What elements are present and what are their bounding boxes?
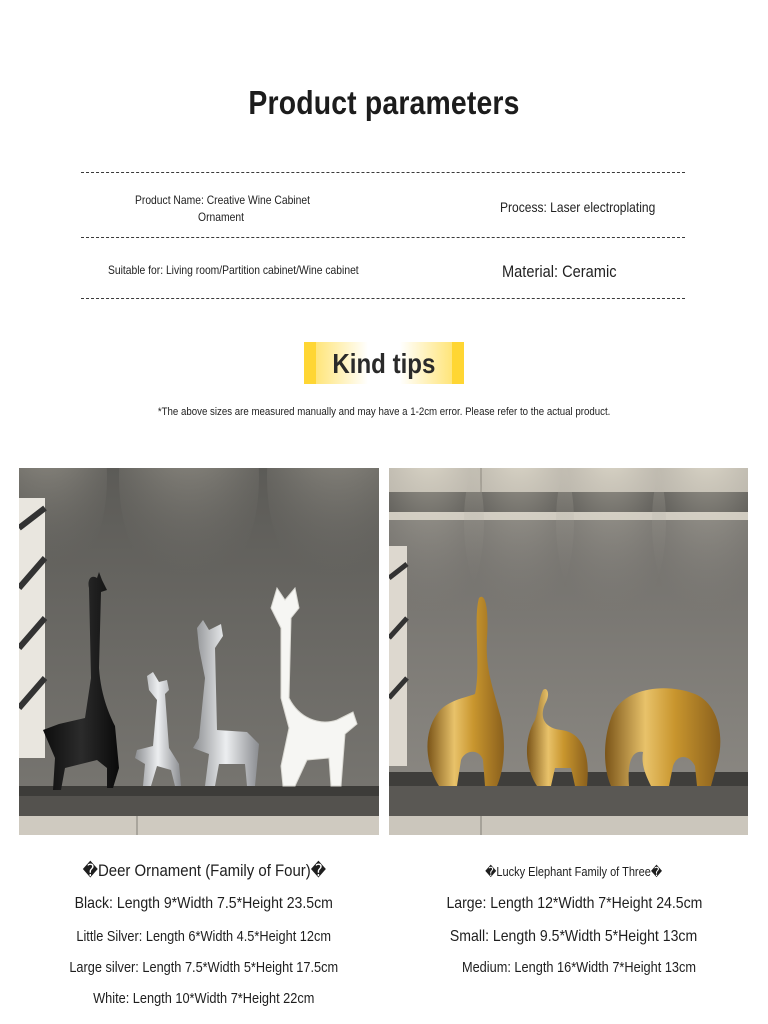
elephant-title (389, 864, 759, 879)
elephant-family-photo (389, 468, 748, 835)
deer-spec-large-silver-text: Large silver: Length 7.5*Width 5*Height 17.5cm (69, 960, 339, 976)
kind-tips (0, 342, 768, 384)
divider (81, 237, 685, 238)
elephant-title-text: �Lucky Elephant Family of Three� (485, 865, 663, 879)
param-product-name-line1: Product Name: Creative Wine Cabinet (135, 193, 310, 207)
kind-tips-highlight (304, 342, 464, 384)
deer-title (19, 861, 389, 881)
deer-spec-little-silver-text: Little Silver: Length 6*Width 4.5*Height 12cm (76, 929, 332, 945)
param-product-name-line2: Ornament (198, 210, 244, 224)
deer-spec-large-silver (19, 960, 389, 976)
param-material: Material: Ceramic (502, 262, 617, 281)
elephant-spec-large (389, 895, 759, 913)
elephant-spec-small-text: Small: Length 9.5*Width 5*Height 13cm (450, 928, 698, 945)
deer-family-photo (19, 468, 379, 835)
elephant-spec-small (389, 928, 759, 946)
param-process: Process: Laser electroplating (500, 199, 656, 215)
deer-spec-white-text: White: Length 10*Width 7*Height 22cm (93, 991, 315, 1007)
deer-spec-little-silver (19, 929, 389, 945)
elephant-spec-medium-text: Medium: Length 16*Width 7*Height 13cm (461, 960, 697, 976)
measurement-note (0, 406, 768, 418)
divider (81, 172, 685, 173)
param-product-name (121, 192, 321, 226)
page-title: Product parameters (248, 84, 520, 121)
measurement-note-text: *The above sizes are measured manually and may have a 1-2cm error. Please refer to the actual product. (157, 406, 611, 418)
medium-elephant (605, 688, 720, 786)
elephant-spec-large-text: Large: Length 12*Width 7*Height 24.5cm (446, 895, 702, 912)
kind-tips-heading: Kind tips (332, 348, 436, 379)
divider (81, 298, 685, 299)
deer-spec-white (19, 991, 389, 1007)
elephant-spec-medium (394, 960, 764, 976)
deer-spec-black-text: Black: Length 9*Width 7.5*Height 23.5cm (74, 895, 334, 912)
param-suitable-for: Suitable for: Living room/Partition cabinet/Wine cabinet (108, 263, 359, 277)
deer-spec-black (19, 895, 389, 913)
deer-title-text: �Deer Ornament (Family of Four)� (82, 861, 326, 880)
